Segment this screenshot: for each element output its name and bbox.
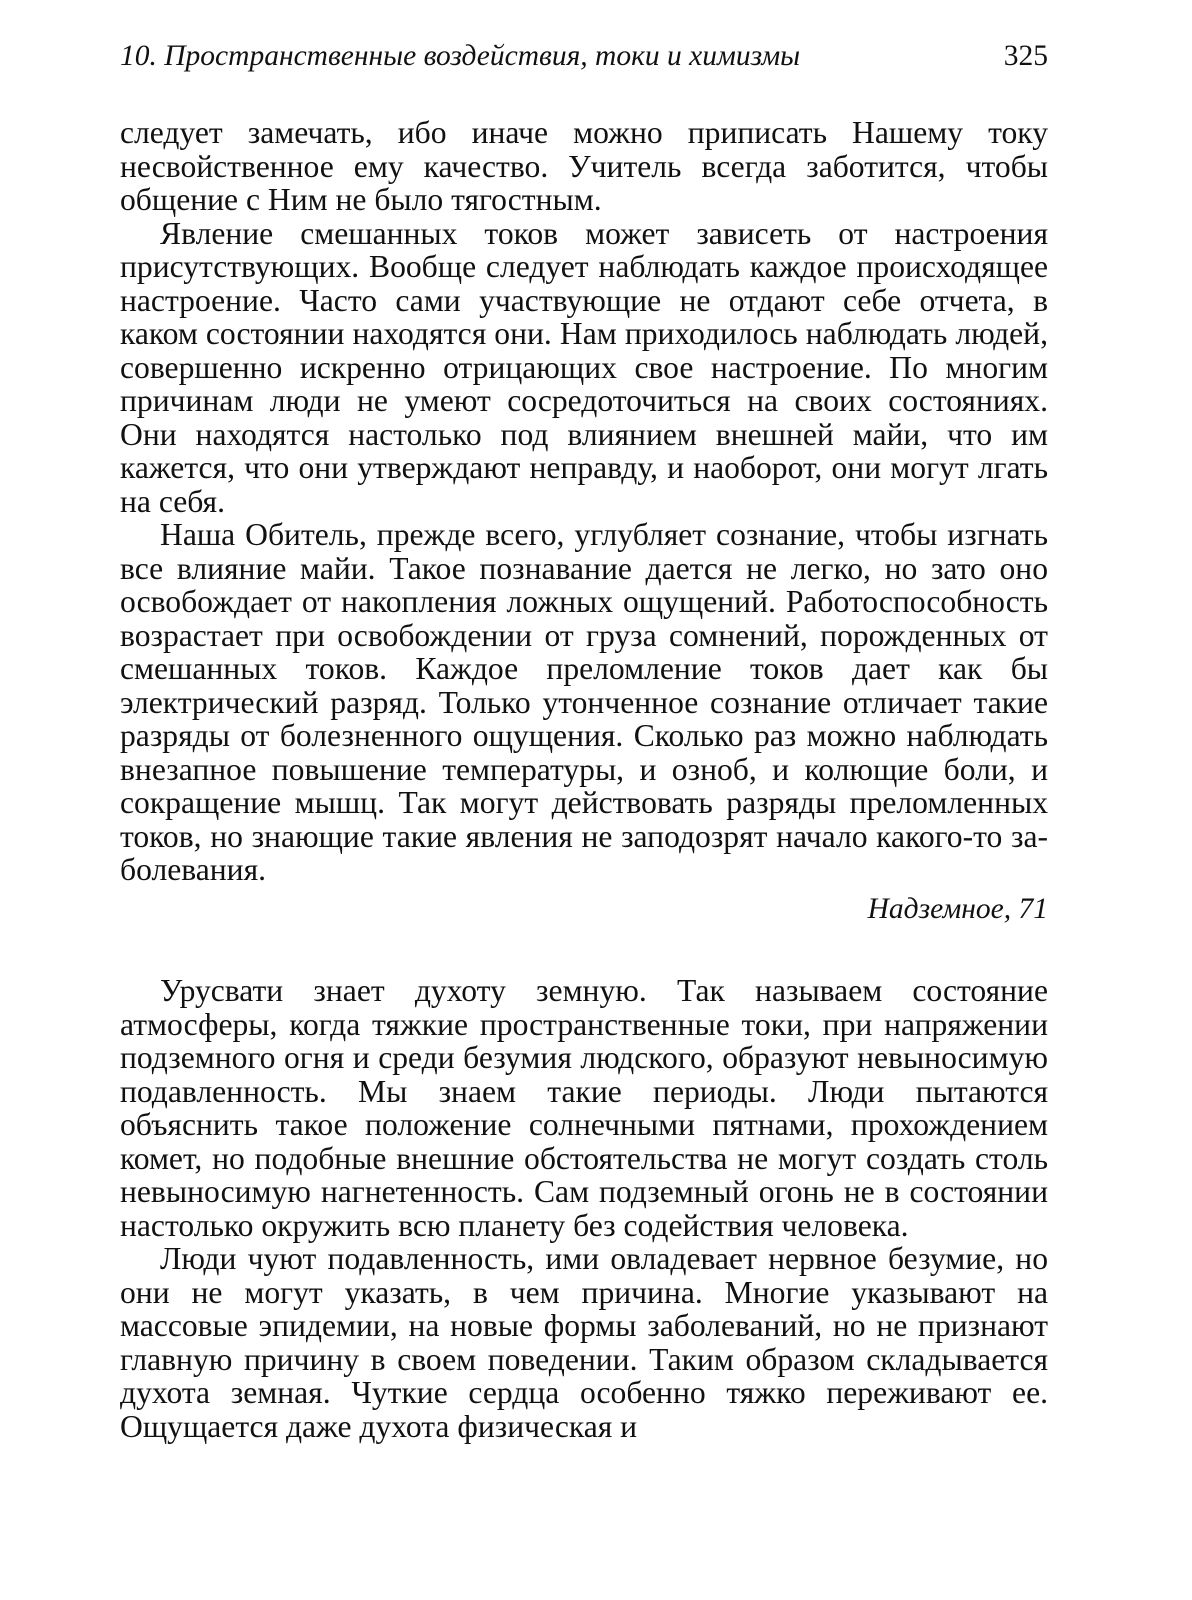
section-gap xyxy=(120,926,1048,974)
paragraph: Люди чуют подавленность, ими овладевает нервное безумие, но они не могут указать, в чем причина. Многие указывают на массовые эпидемии, на новые формы заболеваний, но не признают главную причину в своем поведении. Таким образом складывается духота земная. Чуткие сердца особенно тяжко переживают ее. Ощущается даже духота физическая и xyxy=(120,1241,1048,1444)
body-text xyxy=(120,116,1048,1443)
paragraph: Наша Обитель, прежде всего, углубляет сознание, чтобы изгнать все влияние майи. Такое познавание дается не легко, но зато оно освобождает от накопления ложных ощущений. Работоспособность возрастает при освобождении от груза сомнений, порожденных от смешанных токов. Каждое преломление токов дает как бы электрический разряд. Только утонченное сознание отличает такие разряды от болезненного ощущения. Сколько раз можно наблюдать внезапное повышение температуры, и озноб, и колющие боли, и сокращение мышц. Так могут действовать разряды преломленных токов, но знающие такие явления не заподозрят начало какого-то заболевания. xyxy=(120,517,1048,887)
source-citation: Надземное, 71 xyxy=(867,892,1048,925)
running-head xyxy=(120,36,1048,84)
page-number: 325 xyxy=(1003,40,1048,72)
chapter-title: 10. Пространственные воздействия, токи и химизмы xyxy=(120,40,801,72)
paragraph: Явление смешанных токов может зависеть от настроения присутствующих. Вообще следует наблюдать каждое происходящее настроение. Часто сами участвующие не отдают себе отчета, в каком состоянии находятся они. Нам приходилось наблюдать людей, совершенно искренно отрицающих свое настроение. По многим причинам люди не умеют сосредоточиться на своих состояниях. Они находятся настолько под влиянием внешней майи, что им кажется, что они утверждают неправду, и наоборот, они могут лгать на себя. xyxy=(120,215,1048,519)
paragraph-continued: следует замечать, ибо иначе можно приписать Нашему току несвойственное ему качество. Учитель всегда заботится, чтобы общение с Ним не было тягостным. xyxy=(120,115,1048,217)
paragraph: Урусвати знает духоту земную. Так называем состояние атмосферы, когда тяжкие пространственные токи, при напряжении подземного огня и среди безумия людского, образуют невыносимую подавленность. Мы знаем такие периоды. Люди пытаются объяснить такое положение солнечными пятнами, прохождением комет, но подобные внешние обстоятельства не могут создать столь невыносимую нагнетенность. Сам подземный огонь не в состоянии настолько окружить всю планету без содействия человека. xyxy=(120,973,1048,1243)
book-page xyxy=(120,36,1048,1443)
